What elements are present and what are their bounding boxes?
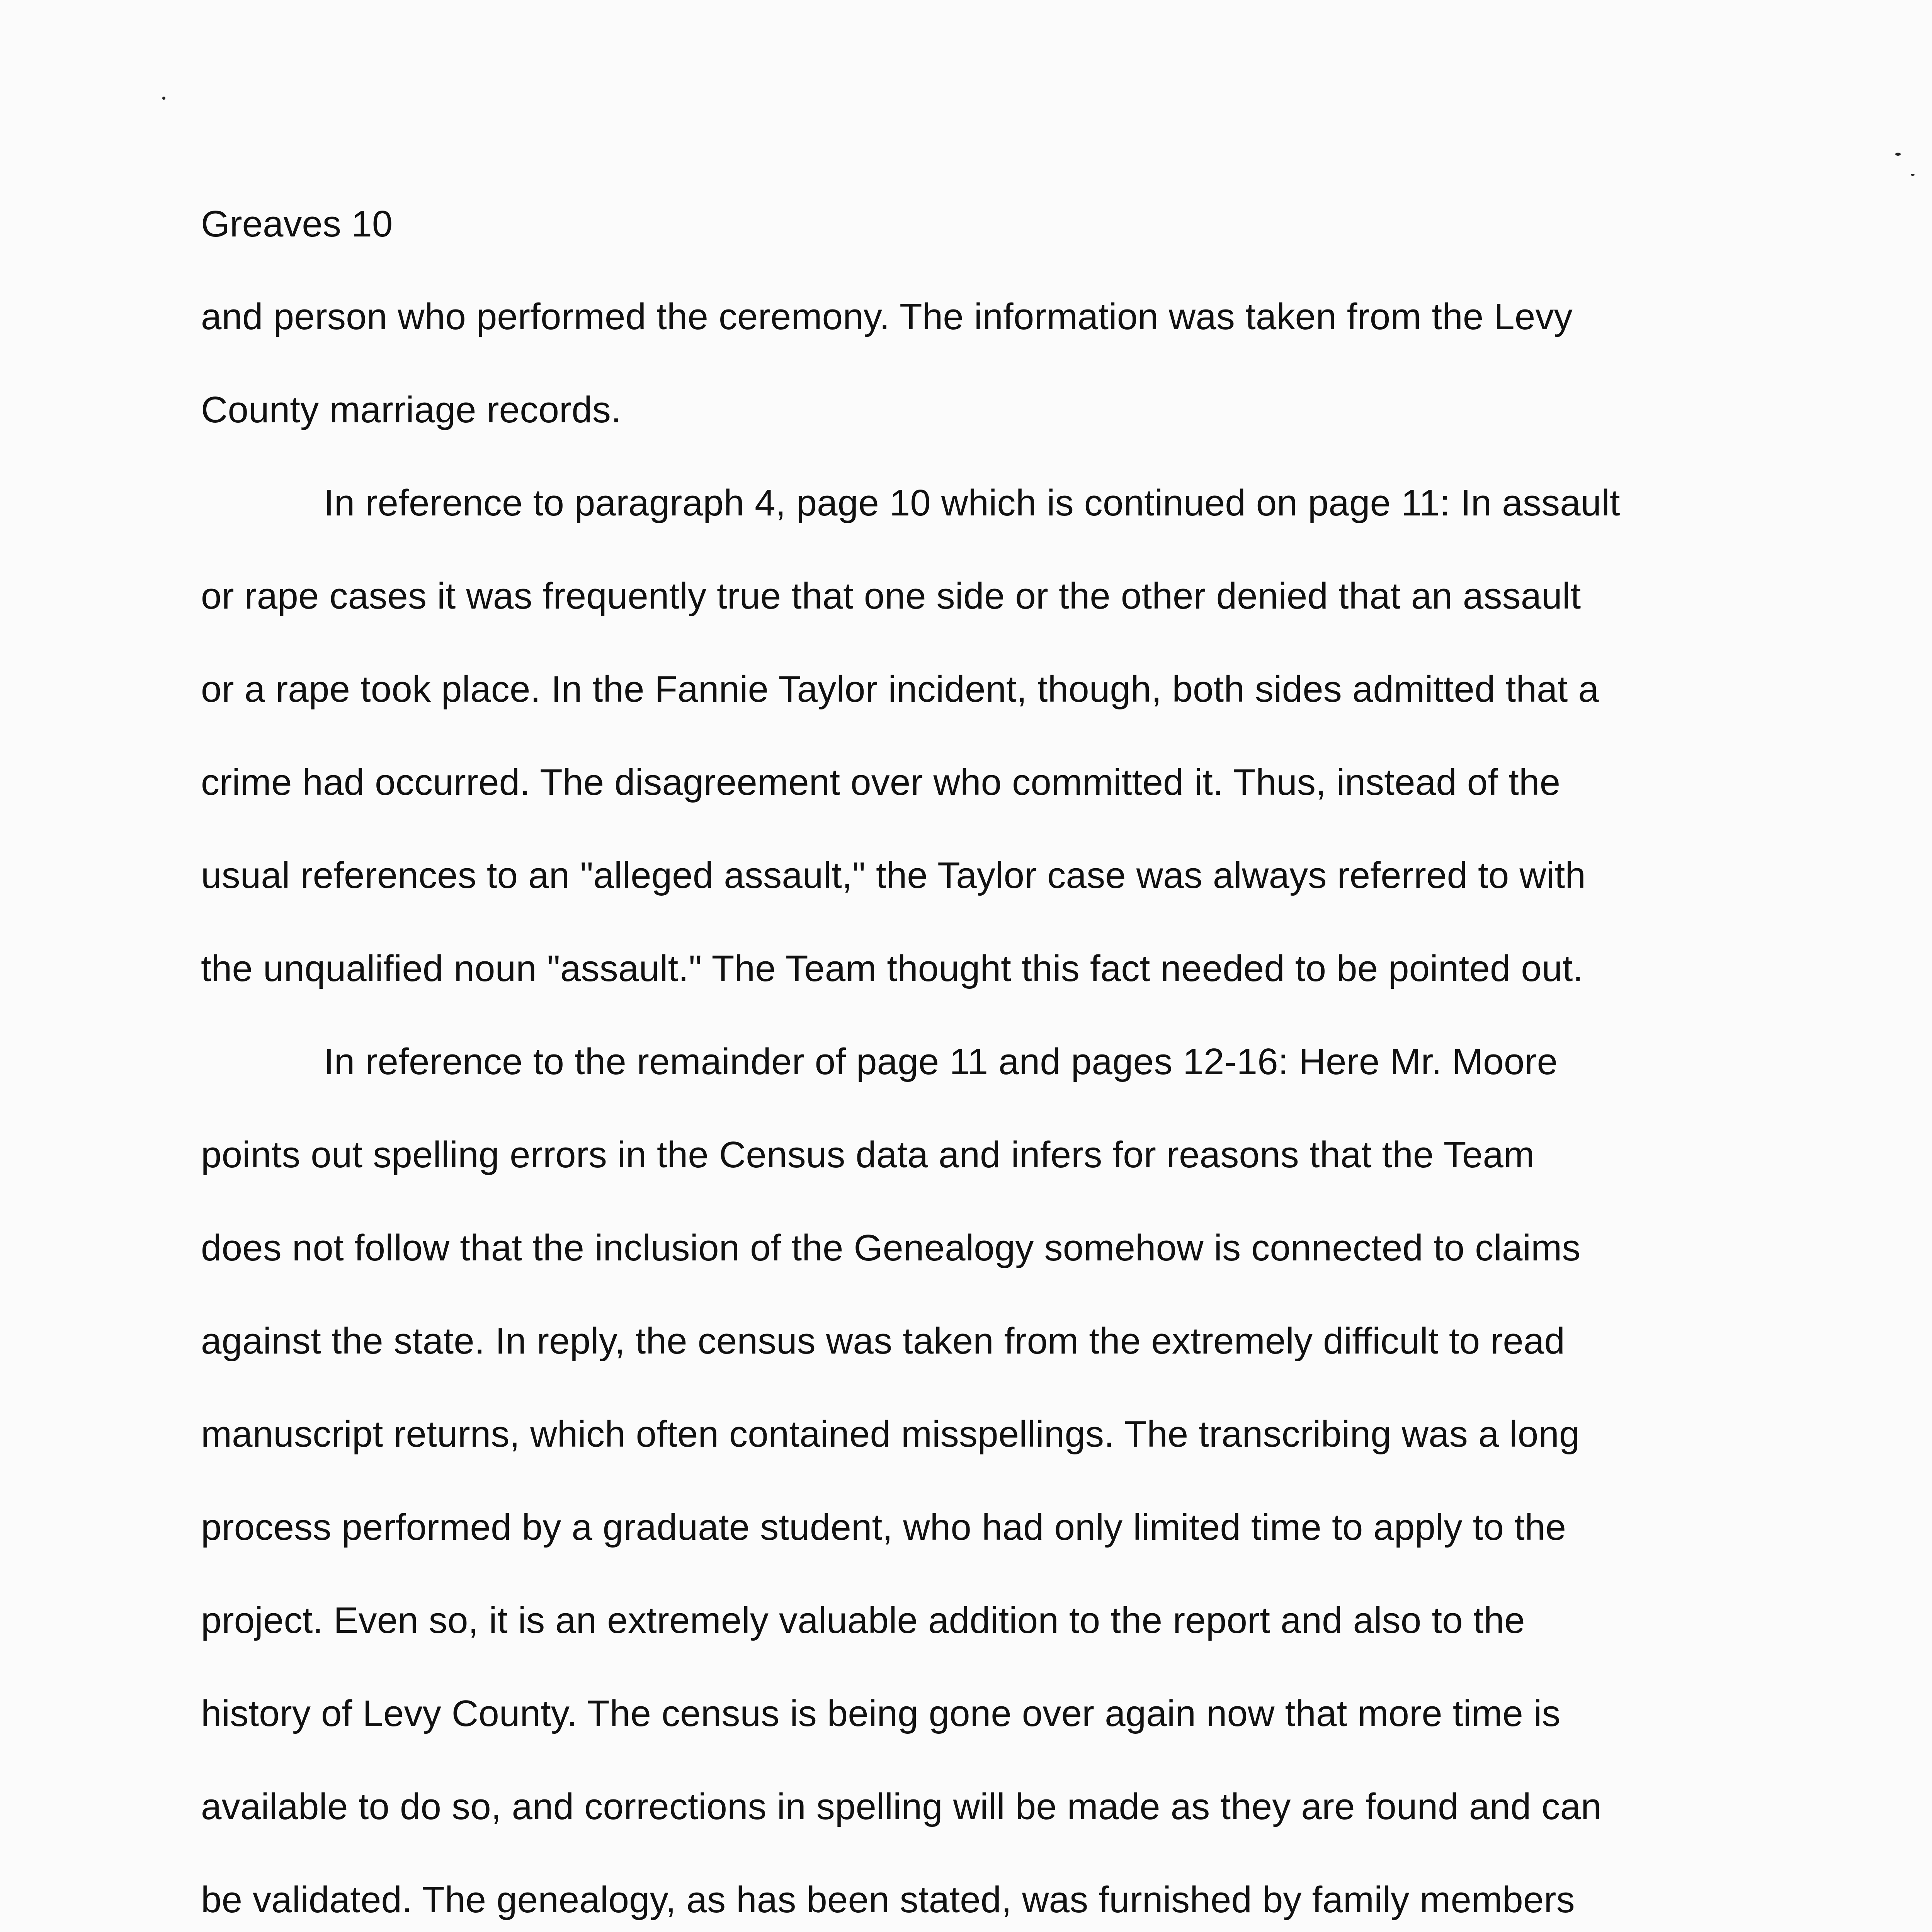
paragraph	[201, 480, 1785, 1039]
text-line: history of Levy County. The census is being gone over again now that more time is	[201, 1693, 1561, 1734]
text-line: does not follow that the inclusion of the Genealogy somehow is connected to claims	[201, 1227, 1581, 1269]
text-line: against the state. In reply, the census was taken from the extremely difficult to read	[201, 1320, 1565, 1362]
text-line: points out spelling errors in the Census data and infers for reasons that the Team	[201, 1134, 1535, 1175]
scan-speck	[1911, 174, 1915, 176]
scan-speck	[1895, 153, 1901, 156]
text-line: crime had occurred. The disagreement over who committed it. Thus, instead of the	[201, 762, 1561, 803]
paragraph	[201, 1039, 1785, 1932]
text-line: or rape cases it was frequently true that one side or the other denied that an assault	[201, 575, 1581, 617]
text-line: County marriage records.	[201, 389, 621, 430]
text-line: In reference to paragraph 4, page 10 which is continued on page 11: In assault	[324, 482, 1620, 524]
text-line: project. Even so, it is an extremely valuable addition to the report and also to the	[201, 1600, 1525, 1641]
text-line: the unqualified noun "assault." The Team thought this fact needed to be pointed out.	[201, 948, 1583, 989]
text-line: available to do so, and corrections in spelling will be made as they are found and can	[201, 1786, 1602, 1827]
text-line: In reference to the remainder of page 11 and pages 12-16: Here Mr. Moore	[324, 1041, 1558, 1082]
text-line: be validated. The genealogy, as has been stated, was furnished by family members	[201, 1879, 1575, 1920]
text-line: or a rape took place. In the Fannie Taylor incident, though, both sides admitted that a	[201, 668, 1599, 710]
page-header: Greaves 10	[201, 203, 393, 245]
text-line: manuscript returns, which often contained misspellings. The transcribing was a long	[201, 1413, 1580, 1455]
paragraph	[201, 294, 1785, 480]
document-body	[201, 294, 1785, 1932]
scan-speck	[162, 97, 165, 100]
text-line: and person who performed the ceremony. The information was taken from the Levy	[201, 296, 1573, 337]
text-line: process performed by a graduate student, who had only limited time to apply to the	[201, 1507, 1566, 1548]
text-line: usual references to an "alleged assault," the Taylor case was always referred to with	[201, 855, 1586, 896]
